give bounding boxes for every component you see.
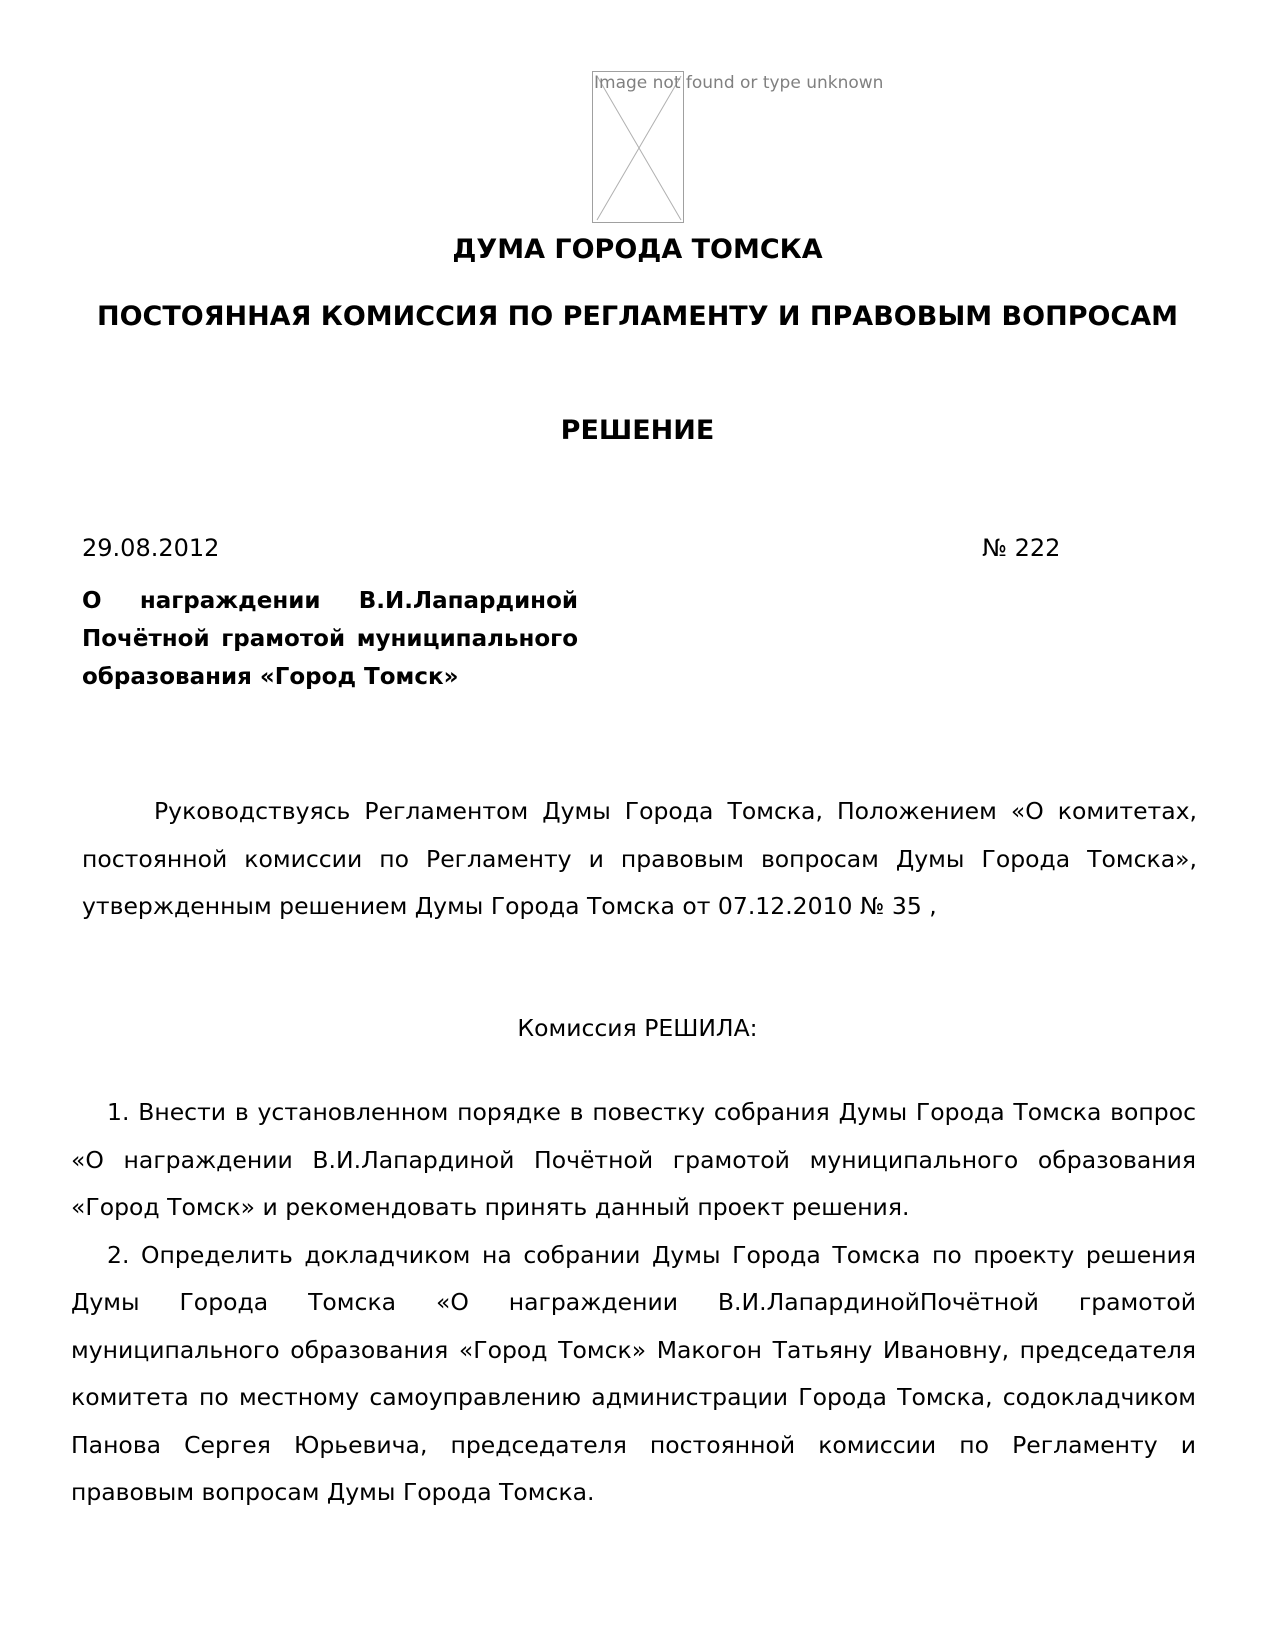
preamble-paragraph: Руководствуясь Регламентом Думы Города Томска, Положением «О комитетах, постоянной комиссии по Регламенту и правовым вопросам Думы Города Томска», утвержденным решением Думы Города Томска от 07.12.2010 № 35 , (82, 797, 1197, 920)
org-title: ДУМА ГОРОДА ТОМСКА (452, 234, 823, 265)
document-date: 29.08.2012 (82, 534, 220, 562)
commission-title (0, 294, 1275, 340)
list-item-number: 1. (107, 1098, 130, 1126)
image-alt-text: Image not found or type unknown (594, 73, 884, 93)
broken-image-placeholder (592, 71, 684, 223)
document-type: РЕШЕНИЕ (560, 415, 715, 446)
list-item-text: Определить докладчиком на собрании Думы Города Томска по проекту решения Думы Города Томска «О награждении В.И.ЛапардинойПочётной грамотой муниципального образования «Город Томск» Макогон Татьяну Ивановну, председателя комитета по местному самоуправлению администрации Города Томска, содокладчиком Панова Сергея Юрьевича, председателя постоянной комиссии по Регламенту и правовым вопросам Думы Города Томска. (71, 1240, 1196, 1506)
list-item (71, 1089, 1196, 1232)
decision-heading: Комиссия РЕШИЛА: (517, 1014, 758, 1042)
document-subject: О награждении В.И.Лапардиной Почётной грамотой муниципального образования «Город Томск» (82, 588, 578, 690)
list-item-number: 2. (107, 1240, 130, 1269)
broken-image-icon (593, 72, 685, 224)
document-number: № 222 (982, 534, 1061, 562)
list-item (71, 1232, 1196, 1517)
decision-list (71, 1089, 1196, 1517)
commission-title-text: ПОСТОЯННАЯ КОМИССИЯ ПО РЕГЛАМЕНТУ И ПРАВОВЫМ ВОПРОСАМ (96, 301, 1179, 332)
list-item-text: Внести в установленном порядке в повестку собрания Думы Города Томска вопрос «О награждении В.И.Лапардиной Почётной грамотой муниципального образования «Город Томск» и рекомендовать принять данный проект решения. (71, 1098, 1196, 1221)
